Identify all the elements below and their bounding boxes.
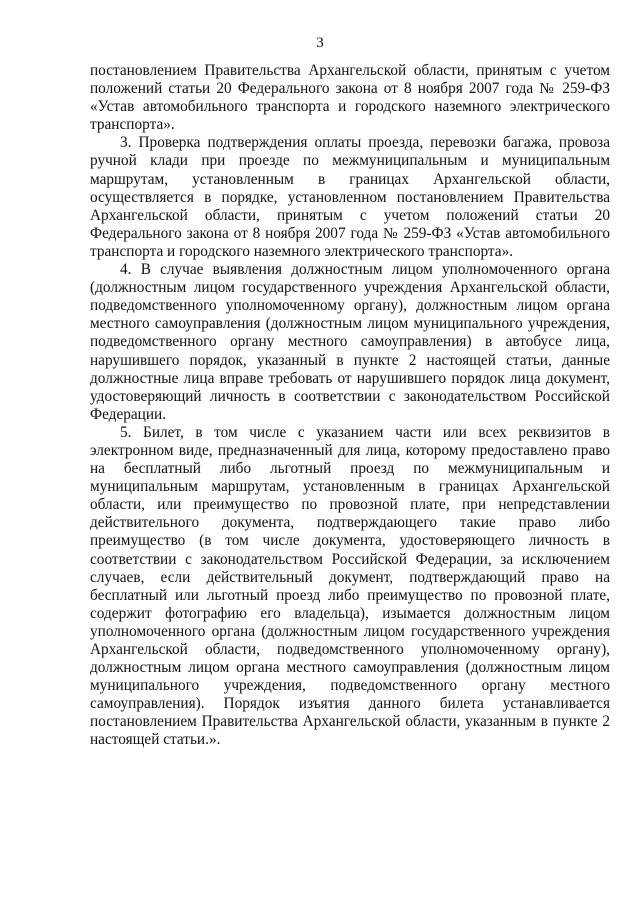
page-number: 3 bbox=[316, 35, 324, 51]
paragraph-continuation: постановлением Правительства Архангельской области, принятым с учетом положений статьи 20 Федерального закона от 8 ноября 2007 года № 259-ФЗ «Устав автомобильного транспорта и городского наземного электрического транспорта». bbox=[90, 62, 610, 134]
paragraph-item-4: 4. В случае выявления должностным лицом уполномоченного органа (должностным лицом государственного учреждения Архангельской области, подведомственного уполномоченному органу), должностным лицом органа местного самоуправления (должностным лицом муниципального учреждения, подведомственного органу местного самоуправления) в автобусе лица, нарушившего порядок, указанный в пункте 2 настоящей статьи, данные должностные лица вправе требовать от нарушившего порядок лица документ, удостоверяющий личность в соответствии с законодательством Российской Федерации. bbox=[90, 261, 610, 423]
paragraph-item-5: 5. Билет, в том числе с указанием части или всех реквизитов в электронном виде, предназначенный для лица, которому предоставлено право на бесплатный либо льготный проезд по межмуниципальным и муниципальным маршрутам, установленным в границах Архангельской области, или преимущество по провозной плате, при непредставлении действительного документа, подтверждающего такие право либо преимущество (в том числе документа, удостоверяющего личность в соответствии с законодательством Российской Федерации, за исключением случаев, если действительный документ, подтверждающий право на бесплатный или льготный проезд либо преимущество по провозной плате, содержит фотографию его владельца), изымается должностным лицом уполномоченного органа (должностным лицом государственного учреждения Архангельской области, подведомственного уполномоченному органу), должностным лицом органа местного самоуправления (должностным лицом муниципального учреждения, подведомственного органу местного самоуправления). Порядок изъятия данного билета устанавливается постановлением Правительства Архангельской области, указанным в пункте 2 настоящей статьи.». bbox=[90, 423, 610, 749]
paragraph-item-3: 3. Проверка подтверждения оплаты проезда, перевозки багажа, провоза ручной клади при проезде по межмуниципальным и муниципальным маршрутам, установленным в границах Архангельской области, осуществляется в порядке, установленном постановлением Правительства Архангельской области, принятым с учетом положений статьи 20 Федерального закона от 8 ноября 2007 года № 259-ФЗ «Устав автомобильного транспорта и городского наземного электрического транспорта». bbox=[90, 134, 610, 260]
document-body bbox=[90, 62, 610, 750]
